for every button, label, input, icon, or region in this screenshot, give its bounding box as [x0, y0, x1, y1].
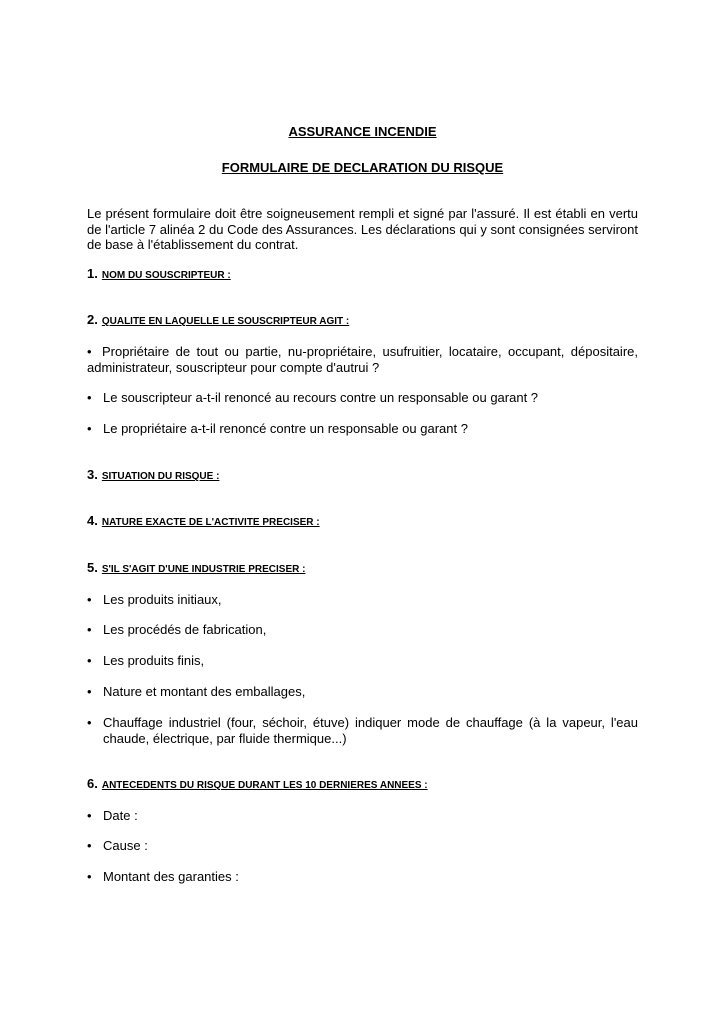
list-item	[87, 684, 638, 700]
section-4-heading	[87, 513, 320, 528]
section-number: 4.	[87, 513, 98, 528]
list-item	[87, 869, 638, 885]
list-item	[87, 653, 638, 669]
section-title: QUALITE EN LAQUELLE LE SOUSCRIPTEUR AGIT :	[101, 316, 350, 327]
list-item-text: Le souscripteur a-t-il renoncé au recours contre un responsable ou garant ?	[103, 390, 539, 405]
list-item-text: Nature et montant des emballages,	[103, 684, 306, 699]
section-title: SITUATION DU RISQUE :	[101, 471, 220, 482]
section-number: 2.	[87, 312, 98, 327]
section-5-heading	[87, 560, 305, 575]
bullet-marker: •	[87, 390, 92, 405]
document-title: ASSURANCE INCENDIE	[288, 124, 437, 139]
list-item-text: Cause :	[103, 838, 148, 853]
section-title: ANTECEDENTS DU RISQUE DURANT LES 10 DERNIERES ANNEES :	[101, 780, 428, 791]
section-number: 1.	[87, 266, 98, 281]
list-item-text: Date :	[103, 808, 138, 823]
list-item-text: Le propriétaire a-t-il renoncé contre un responsable ou garant ?	[103, 421, 468, 436]
list-item-text: Montant des garanties :	[103, 869, 239, 884]
section-title: NATURE EXACTE DE L'ACTIVITE PRECISER :	[101, 517, 320, 528]
list-item	[87, 838, 638, 854]
section-6-heading	[87, 776, 428, 791]
bullet-marker: •	[87, 808, 92, 823]
list-item-text: Chauffage industriel (four, séchoir, étuve) indiquer mode de chauffage (à la vapeur, l'eau chaude, électrique, par fluide thermique...)	[103, 715, 638, 746]
list-item-text: Les produits finis,	[103, 653, 205, 668]
section-3-heading	[87, 467, 219, 482]
section-2-paragraph	[87, 344, 638, 375]
section-1-heading	[87, 266, 231, 281]
list-item	[87, 808, 638, 824]
section-number: 3.	[87, 467, 98, 482]
intro-paragraph: Le présent formulaire doit être soigneusement rempli et signé par l'assuré. Il est établi en vertu de l'article 7 alinéa 2 du Code des Assurances. Les déclarations qui y sont consignées serviront de base à l'établissement du contrat.	[87, 206, 638, 252]
bullet-marker: •	[87, 344, 92, 359]
bullet-marker: •	[87, 653, 92, 668]
section-title: S'IL S'AGIT D'UNE INDUSTRIE PRECISER :	[101, 564, 306, 575]
bullet-marker: •	[87, 869, 92, 884]
section-2-heading	[87, 312, 349, 327]
list-item	[87, 715, 638, 746]
list-item-text: Les produits initiaux,	[103, 592, 222, 607]
list-item-text: Les procédés de fabrication,	[103, 622, 267, 637]
bullet-marker: •	[87, 684, 92, 699]
bullet-marker: •	[87, 715, 92, 730]
bullet-marker: •	[87, 592, 92, 607]
list-item	[87, 592, 638, 608]
document-subtitle: FORMULAIRE DE DECLARATION DU RISQUE	[221, 160, 504, 175]
paragraph-text: Propriétaire de tout ou partie, nu-propriétaire, usufruitier, locataire, occupant, dépositaire, administrateur, souscripteur pour compte d'autrui ?	[87, 344, 638, 375]
bullet-marker: •	[87, 622, 92, 637]
section-title: NOM DU SOUSCRIPTEUR :	[101, 270, 231, 281]
list-item	[87, 421, 638, 437]
bullet-marker: •	[87, 421, 92, 436]
section-number: 6.	[87, 776, 98, 791]
section-number: 5.	[87, 560, 98, 575]
list-item	[87, 622, 638, 638]
bullet-marker: •	[87, 838, 92, 853]
list-item	[87, 390, 638, 406]
